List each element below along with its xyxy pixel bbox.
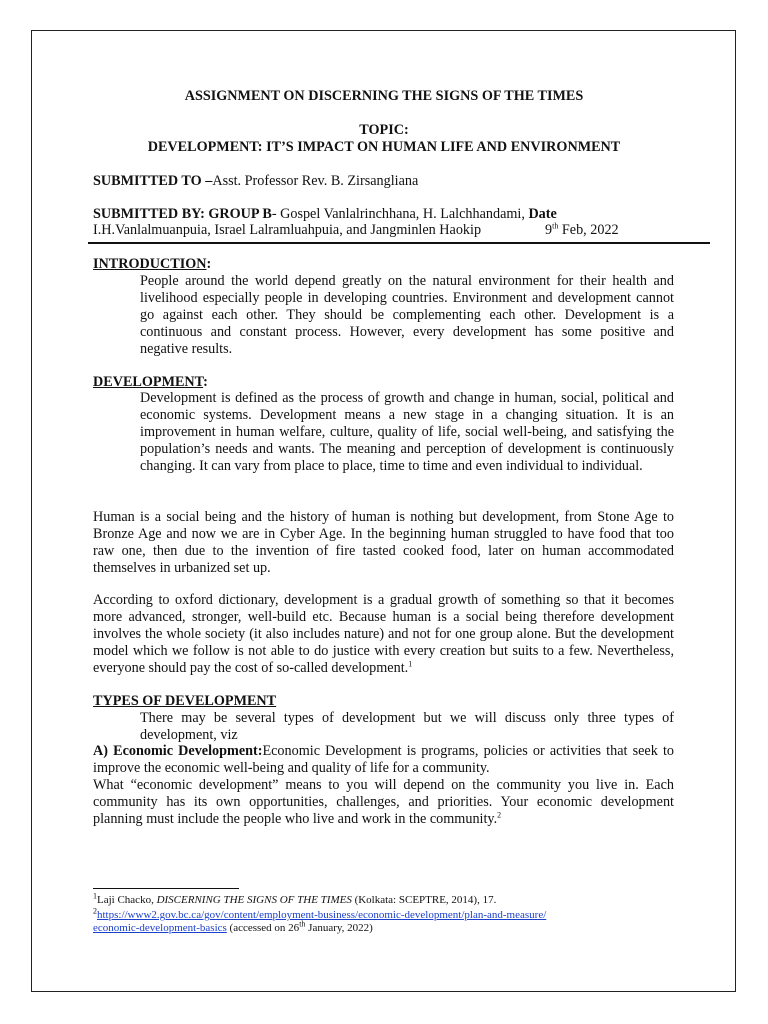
human-paragraph: Human is a social being and the history of human is nothing but development, from Stone Age to Bronze Age and now we are in Cyber Age. In the beginning human struggled to have food that too raw one, then due to the invention of fire tasted cooked food, later on human accommodated themselves in urbanized set up. [93, 509, 674, 576]
submitted-by-names-2: I.H.Vanlalmuanpuia, Israel Lalramluahpuia, and Jangminlen Haokip [93, 222, 482, 238]
submitted-to-value: Asst. Professor Rev. B. Zirsangliana [212, 173, 419, 189]
oxford-paragraph-text: According to oxford dictionary, development is a gradual growth of something so that it becomes more advanced, stronger, well-build etc. Because human is a social being therefore development involves the whole society (it also includes nature) and not for one group alone. But the development model which we follow is not able to do justice with every creation but suits to a few. Nevertheless, everyone should pay the cost of so-called development. [93, 592, 674, 676]
footnote-2-accessed-sup: th [299, 919, 306, 929]
date-sup: th [552, 221, 559, 231]
economic-development-label: A) Economic Development: [93, 743, 263, 759]
footnote-1 [93, 891, 497, 907]
economic-development-para2 [93, 777, 674, 828]
submitted-by-names-1: - Gospel Vanlalrinchhana, H. Lalchhandami, [271, 206, 529, 222]
development-colon: : [203, 374, 208, 390]
development-heading-text: DEVELOPMENT [93, 374, 204, 390]
assignment-title: ASSIGNMENT ON DISCERNING THE SIGNS OF THE TIMES [184, 88, 584, 104]
footnote-2-link[interactable]: https://www2.gov.bc.ca/gov/content/employment-business/economic-development/plan-and-measure/ [97, 909, 547, 921]
types-intro: There may be several types of development but we will discuss only three types of development, viz [140, 710, 674, 743]
development-text: Development is defined as the process of growth and change in human, social, political and economic systems. Development means a new stage in a changing situation. It is an improvement in human welfare, culture, quality of life, social well-being, and satisfying the population’s needs and wants. The meaning and perception of development is continuously changing. It can vary from place to place, time to time and even individual to individual. [140, 390, 674, 474]
topic-label: TOPIC: [359, 122, 409, 138]
submitted-by-label: SUBMITTED BY: GROUP B [93, 206, 272, 222]
header-divider [88, 242, 710, 244]
footnote-1-title: DISCERNING THE SIGNS OF THE TIMES [156, 894, 352, 906]
introduction-text: People around the world depend greatly on the natural environment for their health and livelihood especially people in developing countries. Environment and development cannot go against each other. They should be complementing each other. Development is a continuous and constant process. However, every development has some positive and negative results. [140, 273, 674, 357]
date-day: 9 [545, 222, 553, 238]
footnote-ref-1: 1 [408, 659, 413, 669]
footnote-1-author: Laji Chacko, [97, 894, 157, 906]
footnote-separator [93, 888, 239, 889]
economic-development-text: Economic Development is programs, policies or activities that seek to improve the economic well-being and quality of life for a community. [93, 743, 674, 776]
introduction-colon: : [206, 256, 212, 272]
submission-date [545, 222, 619, 239]
footnote-2-accessed-b: January, 2022) [305, 922, 373, 934]
footnote-2-line2 [93, 919, 373, 935]
economic-development-para2-text: What “economic development” means to you will depend on the community you live in. Each community has its own opportunities, challenges, and priorities. Your economic development planning must include the people who live and work in the community. [93, 777, 674, 827]
footnote-2-line1 [93, 906, 547, 922]
submitted-to-label: SUBMITTED TO – [93, 173, 213, 189]
economic-development [93, 743, 674, 777]
footnote-1-mark: 1 [93, 891, 97, 901]
submitted-to [93, 173, 418, 190]
footnote-ref-2: 2 [497, 810, 502, 820]
date-rest: Feb, 2022 [558, 222, 619, 238]
development-heading [93, 374, 208, 391]
topic-title: DEVELOPMENT: IT’S IMPACT ON HUMAN LIFE AND ENVIRONMENT [147, 139, 621, 155]
footnote-2-accessed-a: (accessed on 26 [226, 922, 300, 934]
introduction-heading [93, 256, 211, 273]
submitted-by-line1 [93, 206, 557, 223]
footnote-2-mark: 2 [93, 906, 97, 916]
date-label: Date [528, 206, 557, 222]
oxford-paragraph [93, 592, 674, 677]
types-heading: TYPES OF DEVELOPMENT [93, 693, 277, 709]
introduction-heading-text: INTRODUCTION [93, 256, 207, 272]
footnote-2-link-cont[interactable]: economic-development-basics [93, 922, 227, 934]
footnote-1-rest: (Kolkata: SCEPTRE, 2014), 17. [351, 894, 497, 906]
